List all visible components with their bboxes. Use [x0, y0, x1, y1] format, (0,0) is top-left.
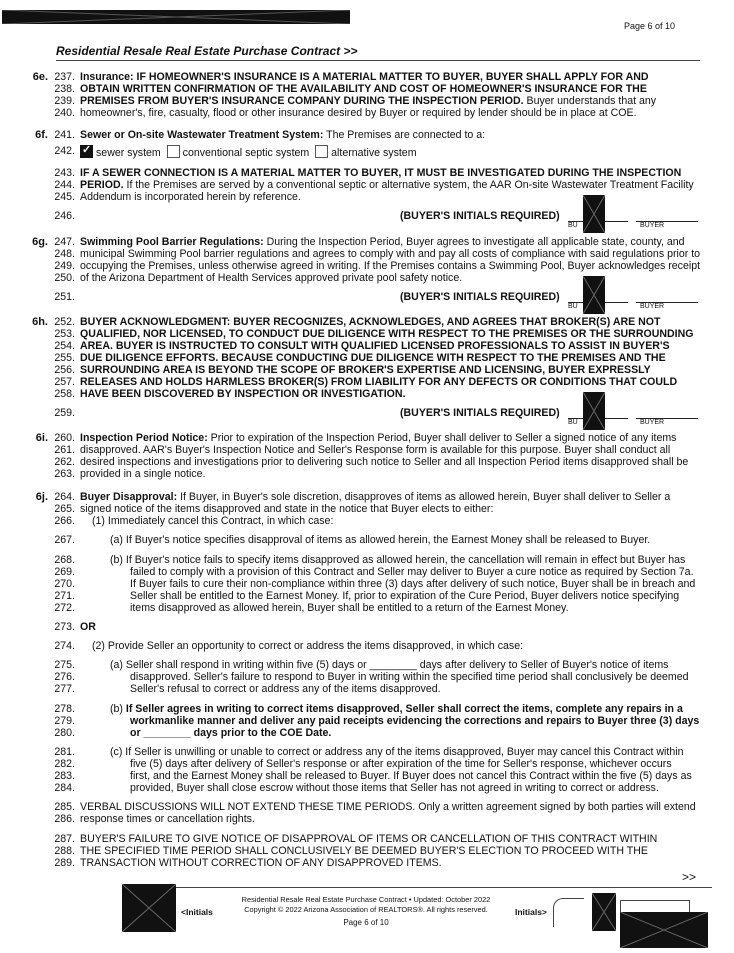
initials-required-label-251: (BUYER'S INITIALS REQUIRED) — [400, 291, 560, 303]
initials-right-box[interactable] — [553, 898, 584, 927]
initials-box-259[interactable]: BU BUYER — [568, 406, 698, 422]
footer-title: Residential Resale Real Estate Purchase Contract • Updated: October 2022 — [241, 895, 491, 904]
initials-right-label: Initials> — [515, 907, 547, 917]
alternative-system-checkbox[interactable] — [315, 145, 328, 158]
footer-rule — [122, 887, 712, 888]
redacted-initials-left — [122, 884, 176, 932]
page-title: Residential Resale Real Estate Purchase Contract >> — [56, 44, 358, 58]
continue-marker: >> — [682, 870, 697, 884]
redacted-initials — [583, 392, 605, 430]
septic-system-checkbox[interactable] — [167, 145, 180, 158]
initials-required-label-259: (BUYER'S INITIALS REQUIRED) — [400, 407, 560, 419]
redacted-initials — [583, 195, 605, 233]
sewer-system-checkbox[interactable]: ✓ — [82, 144, 92, 156]
initials-left-label: <Initials — [181, 907, 213, 917]
redacted-initials-right-2 — [620, 912, 708, 948]
footer-copyright: Copyright © 2022 Arizona Association of REALTORS®. All rights reserved. — [244, 905, 488, 914]
redacted-initials-right — [592, 893, 616, 931]
footer-page-number: Page 6 of 10 — [343, 918, 389, 927]
header-rule — [56, 60, 700, 61]
initials-box-246[interactable]: BU BUYER — [568, 209, 698, 225]
initials-required-label-246: (BUYER'S INITIALS REQUIRED) — [400, 210, 560, 222]
initials-box-251[interactable]: BU BUYER — [568, 290, 698, 306]
redacted-initials — [583, 276, 605, 314]
page-number-top: Page 6 of 10 — [624, 21, 676, 31]
redacted-header-block — [2, 10, 350, 24]
